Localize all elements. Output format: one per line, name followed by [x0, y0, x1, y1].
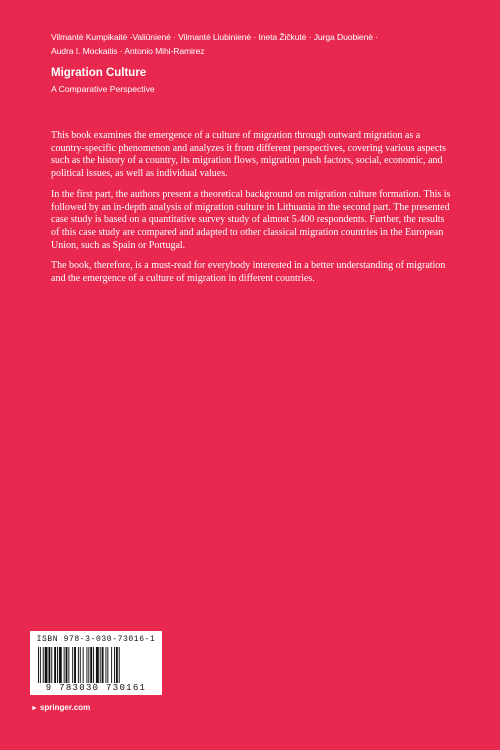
- barcode-bar: [45, 647, 48, 683]
- barcode-bar: [83, 647, 84, 683]
- book-title: Migration Culture: [51, 67, 147, 79]
- barcode-bar: [48, 647, 50, 683]
- barcode-bar: [111, 647, 112, 683]
- blurb-paragraph-1: This book examines the emergence of a culture of migration through outward migration as a country-specific phenomenon and analyzes it from different perspectives, covering various aspects such as the history of a country, its migration flows, migration push factors, social, economic, and political issues, as well as individual values.: [51, 130, 446, 180]
- blurb: [51, 130, 451, 294]
- barcode-bars: [36, 647, 156, 683]
- barcode-bar: [68, 647, 69, 683]
- barcode-bar: [105, 647, 106, 683]
- barcode-bar: [86, 647, 87, 683]
- barcode-bar: [88, 647, 89, 683]
- barcode-bar: [74, 647, 76, 683]
- barcode-bar: [64, 647, 65, 683]
- barcode-bar: [72, 647, 73, 683]
- authors-line-2: Audra I. Mockaitis · Antonio Mihi-Ramirez: [51, 46, 205, 56]
- arrow-icon: ►: [31, 705, 38, 712]
- blurb-paragraph-2: In the first part, the authors present a theoretical background on migration culture formation. This is followed by an in-depth analysis of migration culture in Lithuania in the second part. The presented case study is based on a quantitative survey study of almost 5.400 respondents. Further, the results of this case study are compared and adapted to other classical migration countries in the European Union, such as Spain or Portugal.: [51, 188, 451, 251]
- barcode: [30, 631, 162, 695]
- barcode-bar: [119, 647, 120, 683]
- barcode-bar: [57, 647, 58, 683]
- blurb-paragraph-3: The book, therefore, is a must-read for everybody interested in a better understanding of migration and the emergence of a culture of migration in different countries.: [51, 260, 446, 285]
- isbn-label: ISBN 978-3-030-73016-1: [36, 635, 156, 644]
- barcode-bar: [96, 647, 99, 683]
- publisher-link[interactable]: [31, 703, 90, 714]
- barcode-bar: [100, 647, 101, 683]
- barcode-bar: [107, 647, 108, 683]
- barcode-digits: 9 783030 730161: [45, 683, 147, 693]
- barcode-bar: [90, 647, 92, 683]
- barcode-bar: [93, 647, 94, 683]
- authors-line-1: Vilmantė Kumpikaitė -Valiūnienė · Vilmantė Liubinienė · Ineta Žičkutė · Jurga Duobienė ·: [51, 32, 379, 42]
- book-subtitle: A Comparative Perspective: [51, 84, 155, 94]
- barcode-bar: [66, 647, 68, 683]
- barcode-bar: [116, 647, 118, 683]
- barcode-bar: [80, 647, 81, 683]
- barcode-bar: [38, 647, 39, 683]
- barcode-bar: [43, 647, 44, 683]
- barcode-bar: [78, 647, 79, 683]
- barcode-bar: [54, 647, 56, 683]
- barcode-bar: [40, 647, 41, 683]
- publisher-url: springer.com: [39, 703, 91, 712]
- barcode-bar: [102, 647, 104, 683]
- barcode-bar: [59, 647, 62, 683]
- authors: [51, 30, 471, 58]
- barcode-bar: [114, 647, 115, 683]
- barcode-bar: [51, 647, 52, 683]
